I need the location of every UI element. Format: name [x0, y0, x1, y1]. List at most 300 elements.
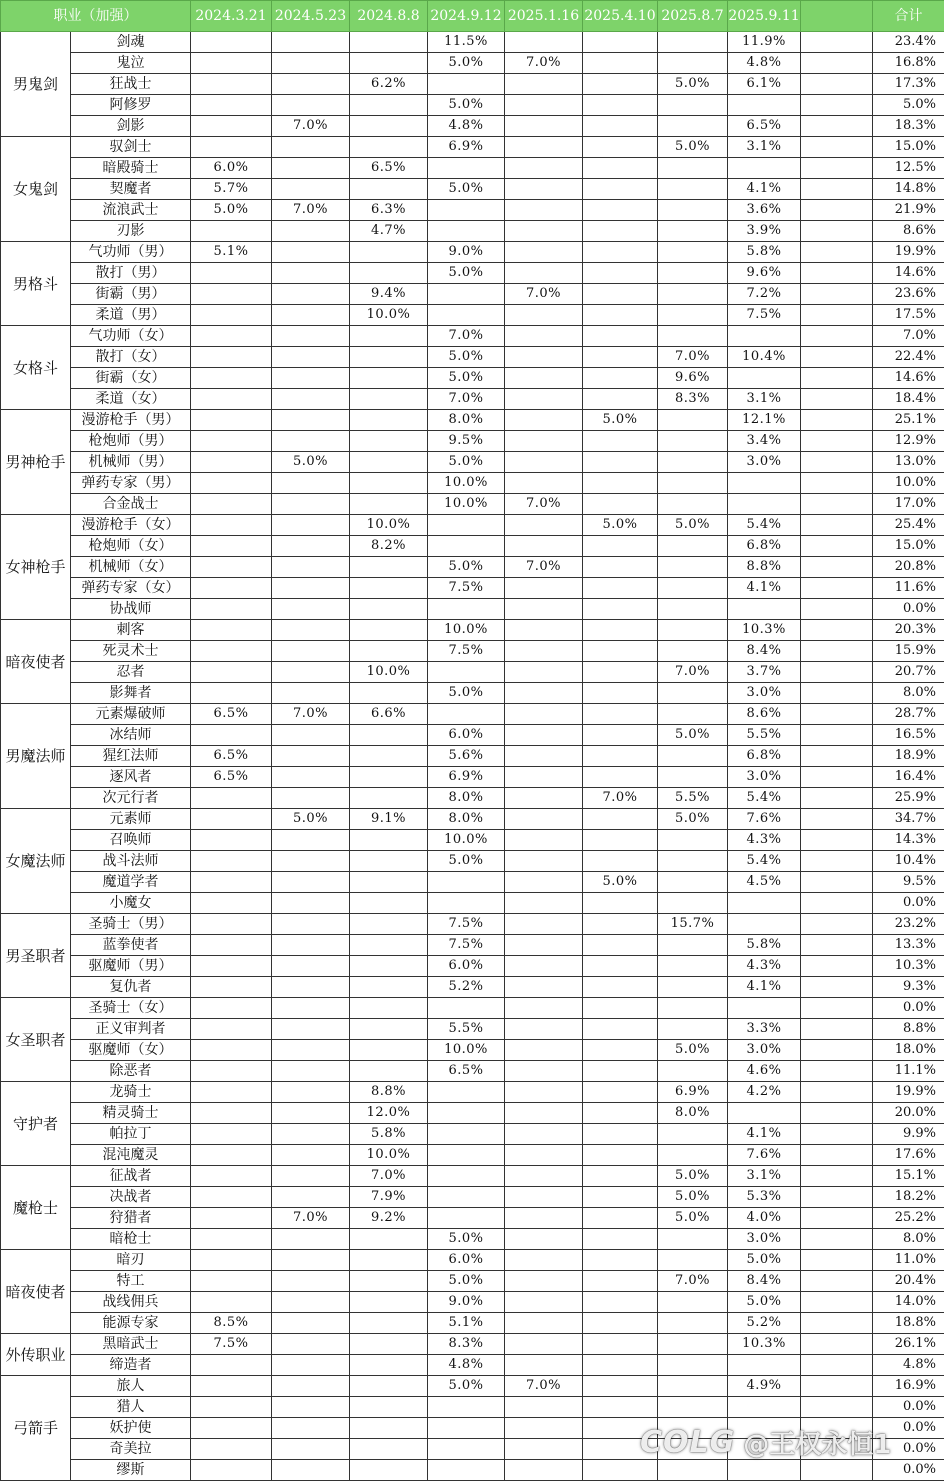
buff-value-cell [583, 683, 658, 704]
buff-value-cell [428, 158, 505, 179]
buff-value-cell [428, 1187, 505, 1208]
header-row [1, 1, 944, 32]
blank-cell [801, 914, 873, 935]
job-name-cell: 刃影 [71, 221, 191, 242]
buff-value-cell: 6.0% [428, 1250, 505, 1271]
table-row [1, 1208, 944, 1229]
buff-value-cell [428, 536, 505, 557]
total-cell: 18.2% [873, 1187, 944, 1208]
table-row [1, 1250, 944, 1271]
buff-value-cell [191, 263, 272, 284]
buff-value-cell [428, 284, 505, 305]
table-row [1, 242, 944, 263]
table-row [1, 95, 944, 116]
buff-value-cell: 7.0% [272, 704, 350, 725]
buff-value-cell: 4.3% [728, 956, 801, 977]
buff-value-cell [272, 1418, 350, 1439]
buff-value-cell: 5.1% [428, 1313, 505, 1334]
blank-cell [801, 767, 873, 788]
blank-cell [801, 1124, 873, 1145]
buff-value-cell [350, 578, 428, 599]
buff-value-cell [658, 956, 728, 977]
buff-value-cell [191, 893, 272, 914]
table-row [1, 620, 944, 641]
buff-value-cell [658, 116, 728, 137]
buff-value-cell: 7.2% [728, 284, 801, 305]
blank-cell [801, 725, 873, 746]
buff-value-cell [583, 200, 658, 221]
table-row [1, 32, 944, 53]
blank-cell [801, 1376, 873, 1397]
buff-value-cell [191, 515, 272, 536]
buff-value-cell [658, 536, 728, 557]
table-row [1, 137, 944, 158]
buff-value-cell [191, 536, 272, 557]
buff-value-cell [272, 179, 350, 200]
buff-value-cell: 7.6% [728, 1145, 801, 1166]
buff-value-cell [272, 935, 350, 956]
buff-value-cell [428, 221, 505, 242]
buff-value-cell [191, 1439, 272, 1460]
job-name-cell: 剑影 [71, 116, 191, 137]
blank-cell [801, 1103, 873, 1124]
buff-value-cell: 3.1% [728, 389, 801, 410]
buff-value-cell [505, 515, 583, 536]
buff-value-cell [428, 1166, 505, 1187]
buff-value-cell [658, 95, 728, 116]
buff-value-cell [583, 1271, 658, 1292]
buff-value-cell [350, 914, 428, 935]
table-row [1, 1292, 944, 1313]
job-name-cell: 奇美拉 [71, 1439, 191, 1460]
header-blank [801, 1, 873, 32]
total-cell: 7.0% [873, 326, 944, 347]
job-name-cell: 征战者 [71, 1166, 191, 1187]
buff-value-cell [583, 347, 658, 368]
blank-cell [801, 347, 873, 368]
buff-value-cell [505, 935, 583, 956]
buff-value-cell: 7.0% [272, 200, 350, 221]
buff-value-cell [272, 32, 350, 53]
buff-value-cell [350, 1334, 428, 1355]
job-name-cell: 召唤师 [71, 830, 191, 851]
buff-value-cell [191, 1061, 272, 1082]
table-row [1, 452, 944, 473]
buff-value-cell [505, 473, 583, 494]
blank-cell [801, 641, 873, 662]
buff-value-cell [191, 1145, 272, 1166]
buff-value-cell: 6.9% [658, 1082, 728, 1103]
buff-value-cell [728, 95, 801, 116]
table-row [1, 578, 944, 599]
buff-value-cell: 8.2% [350, 536, 428, 557]
buff-value-cell: 6.1% [728, 74, 801, 95]
buff-value-cell: 3.6% [728, 200, 801, 221]
buff-value-cell [350, 1250, 428, 1271]
buff-value-cell [505, 1271, 583, 1292]
total-cell: 18.9% [873, 746, 944, 767]
buff-value-cell: 8.8% [728, 557, 801, 578]
buff-value-cell: 5.0% [658, 1187, 728, 1208]
buff-value-cell [272, 557, 350, 578]
buff-value-cell: 6.9% [428, 137, 505, 158]
buff-value-cell [583, 1082, 658, 1103]
buff-value-cell: 5.0% [428, 347, 505, 368]
buff-value-cell [272, 536, 350, 557]
table-row [1, 662, 944, 683]
buff-value-cell [191, 95, 272, 116]
buff-value-cell: 9.1% [350, 809, 428, 830]
job-name-cell: 狂战士 [71, 74, 191, 95]
buff-value-cell [583, 809, 658, 830]
blank-cell [801, 179, 873, 200]
buff-value-cell: 10.0% [350, 662, 428, 683]
table-row [1, 746, 944, 767]
buff-value-cell [583, 536, 658, 557]
buff-value-cell [350, 95, 428, 116]
buff-value-cell: 7.5% [428, 641, 505, 662]
buff-value-cell: 10.0% [428, 830, 505, 851]
buff-value-cell [583, 284, 658, 305]
buff-value-cell [505, 242, 583, 263]
buff-value-cell [428, 1082, 505, 1103]
buff-value-cell [583, 1250, 658, 1271]
buff-value-cell: 8.0% [428, 809, 505, 830]
buff-value-cell [350, 1439, 428, 1460]
total-cell: 12.9% [873, 431, 944, 452]
blank-cell [801, 662, 873, 683]
buff-value-cell: 5.0% [583, 872, 658, 893]
buff-value-cell: 5.0% [428, 1271, 505, 1292]
buff-value-cell [583, 368, 658, 389]
buff-value-cell [272, 95, 350, 116]
buff-value-cell: 4.1% [728, 1124, 801, 1145]
job-name-cell: 刺客 [71, 620, 191, 641]
buff-value-cell [428, 599, 505, 620]
buff-value-cell [583, 221, 658, 242]
buff-value-cell [505, 1208, 583, 1229]
buff-value-cell: 5.8% [728, 242, 801, 263]
class-group-cell: 男魔法师 [1, 704, 71, 809]
buff-value-cell [728, 368, 801, 389]
total-cell: 18.3% [873, 116, 944, 137]
buff-value-cell [583, 53, 658, 74]
buff-value-cell [272, 662, 350, 683]
buff-value-cell [350, 368, 428, 389]
buff-value-cell [350, 389, 428, 410]
buff-value-cell [583, 914, 658, 935]
blank-cell [801, 284, 873, 305]
buff-value-cell: 6.3% [350, 200, 428, 221]
buff-value-cell [272, 137, 350, 158]
buff-value-cell [505, 536, 583, 557]
table-row [1, 473, 944, 494]
buff-value-cell: 5.0% [428, 683, 505, 704]
total-cell: 13.3% [873, 935, 944, 956]
buff-value-cell: 5.0% [428, 53, 505, 74]
buff-value-cell [191, 830, 272, 851]
buff-value-cell [505, 74, 583, 95]
buff-value-cell [191, 1397, 272, 1418]
buff-value-cell [505, 1124, 583, 1145]
blank-cell [801, 557, 873, 578]
buff-value-cell [505, 620, 583, 641]
buff-value-cell [191, 473, 272, 494]
buff-value-cell [428, 200, 505, 221]
table-row [1, 1145, 944, 1166]
job-name-cell: 驱魔师（女） [71, 1040, 191, 1061]
buff-value-cell: 9.6% [728, 263, 801, 284]
buff-value-cell [658, 578, 728, 599]
table-row [1, 179, 944, 200]
total-cell: 20.0% [873, 1103, 944, 1124]
buff-value-cell: 3.1% [728, 137, 801, 158]
buff-value-cell [658, 557, 728, 578]
buff-value-cell [428, 872, 505, 893]
total-cell: 9.9% [873, 1124, 944, 1145]
buff-value-cell [505, 1103, 583, 1124]
buff-value-cell [583, 1334, 658, 1355]
buff-value-cell: 10.0% [350, 1145, 428, 1166]
buff-value-cell: 12.1% [728, 410, 801, 431]
buff-value-cell [728, 1355, 801, 1376]
table-row [1, 221, 944, 242]
buff-value-cell [505, 1334, 583, 1355]
total-cell: 14.8% [873, 179, 944, 200]
job-name-cell: 圣骑士（男） [71, 914, 191, 935]
buff-value-cell: 8.8% [350, 1082, 428, 1103]
job-name-cell: 小魔女 [71, 893, 191, 914]
buff-value-cell [658, 32, 728, 53]
job-name-cell: 散打（女） [71, 347, 191, 368]
buff-value-cell [428, 1439, 505, 1460]
buff-value-cell [272, 158, 350, 179]
buff-value-cell [505, 368, 583, 389]
total-cell: 14.6% [873, 263, 944, 284]
buff-value-cell [191, 326, 272, 347]
buff-value-cell [191, 452, 272, 473]
buff-value-cell: 5.1% [191, 242, 272, 263]
buff-value-cell [583, 179, 658, 200]
blank-cell [801, 830, 873, 851]
job-name-cell: 狩猎者 [71, 1208, 191, 1229]
job-name-cell: 元素师 [71, 809, 191, 830]
buff-value-cell [272, 1460, 350, 1481]
buff-value-cell [428, 1460, 505, 1481]
table-row [1, 1376, 944, 1397]
buff-value-cell [505, 116, 583, 137]
total-cell: 23.4% [873, 32, 944, 53]
table-row [1, 158, 944, 179]
buff-value-cell [658, 53, 728, 74]
table-row [1, 767, 944, 788]
buff-value-cell [505, 977, 583, 998]
job-name-cell: 枪炮师（男） [71, 431, 191, 452]
buff-value-cell [505, 599, 583, 620]
buff-value-cell [191, 1376, 272, 1397]
buff-value-cell [272, 473, 350, 494]
buff-value-cell [272, 347, 350, 368]
total-cell: 8.8% [873, 1019, 944, 1040]
total-cell: 10.0% [873, 473, 944, 494]
buff-value-cell: 4.9% [728, 1376, 801, 1397]
blank-cell [801, 956, 873, 977]
buff-value-cell [350, 1376, 428, 1397]
buff-value-cell [272, 788, 350, 809]
class-group-cell: 弓箭手 [1, 1376, 71, 1481]
class-group-cell: 暗夜使者 [1, 620, 71, 704]
buff-value-cell: 5.0% [583, 410, 658, 431]
buff-value-cell: 5.0% [658, 515, 728, 536]
buff-value-cell: 12.0% [350, 1103, 428, 1124]
buff-value-cell [505, 1040, 583, 1061]
blank-cell [801, 368, 873, 389]
blank-cell [801, 410, 873, 431]
buff-value-cell [350, 935, 428, 956]
job-name-cell: 气功师（男） [71, 242, 191, 263]
buff-value-cell [272, 725, 350, 746]
buff-value-cell [191, 1082, 272, 1103]
buff-value-cell [272, 389, 350, 410]
buff-value-cell: 7.0% [505, 53, 583, 74]
job-name-cell: 驱魔师（男） [71, 956, 191, 977]
buff-value-cell [583, 977, 658, 998]
buff-value-cell: 9.0% [428, 1292, 505, 1313]
buff-value-cell: 8.3% [658, 389, 728, 410]
total-cell: 9.5% [873, 872, 944, 893]
buff-value-cell [350, 179, 428, 200]
buff-value-cell [350, 746, 428, 767]
total-cell: 15.1% [873, 1166, 944, 1187]
buff-value-cell: 5.5% [658, 788, 728, 809]
buff-value-cell [583, 851, 658, 872]
total-cell: 23.6% [873, 284, 944, 305]
buff-value-cell: 10.0% [428, 473, 505, 494]
buff-value-cell: 6.2% [350, 74, 428, 95]
buff-value-cell [658, 935, 728, 956]
buff-value-cell [658, 1313, 728, 1334]
header-date: 2024.9.12 [428, 1, 505, 32]
buff-value-cell [191, 914, 272, 935]
buff-value-cell [350, 1040, 428, 1061]
header-date: 2025.1.16 [505, 1, 583, 32]
buff-value-cell [658, 1229, 728, 1250]
buff-value-cell: 5.5% [728, 725, 801, 746]
buff-value-cell [505, 389, 583, 410]
buff-value-cell [350, 767, 428, 788]
blank-cell [801, 389, 873, 410]
buff-value-cell [583, 725, 658, 746]
buff-value-cell [191, 389, 272, 410]
blank-cell [801, 998, 873, 1019]
job-name-cell: 阿修罗 [71, 95, 191, 116]
buff-value-cell [350, 1418, 428, 1439]
buff-value-cell: 11.5% [428, 32, 505, 53]
buff-value-cell [191, 410, 272, 431]
buff-value-cell: 4.5% [728, 872, 801, 893]
buff-value-cell [583, 1040, 658, 1061]
buff-value-cell: 5.0% [428, 851, 505, 872]
buff-value-cell [428, 74, 505, 95]
buff-value-cell: 8.0% [428, 410, 505, 431]
table-row [1, 557, 944, 578]
job-name-cell: 缪斯 [71, 1460, 191, 1481]
job-name-cell: 机械师（女） [71, 557, 191, 578]
table-row [1, 809, 944, 830]
total-cell: 22.4% [873, 347, 944, 368]
buff-value-cell [272, 683, 350, 704]
buff-value-cell [505, 1082, 583, 1103]
blank-cell [801, 242, 873, 263]
buff-value-cell [658, 284, 728, 305]
job-name-cell: 缔造者 [71, 1355, 191, 1376]
blank-cell [801, 452, 873, 473]
buff-value-cell [505, 1460, 583, 1481]
buff-value-cell [505, 452, 583, 473]
blank-cell [801, 74, 873, 95]
job-name-cell: 猎人 [71, 1397, 191, 1418]
buff-value-cell [272, 1187, 350, 1208]
class-group-cell: 女鬼剑 [1, 137, 71, 242]
blank-cell [801, 32, 873, 53]
buff-value-cell: 10.3% [728, 1334, 801, 1355]
buff-value-cell: 7.0% [658, 662, 728, 683]
buff-value-cell [191, 1229, 272, 1250]
buff-value-cell [272, 1082, 350, 1103]
total-cell: 4.8% [873, 1355, 944, 1376]
buff-value-cell [728, 893, 801, 914]
buff-value-cell: 5.2% [428, 977, 505, 998]
total-cell: 15.9% [873, 641, 944, 662]
total-cell: 16.5% [873, 725, 944, 746]
buff-value-cell [505, 158, 583, 179]
total-cell: 0.0% [873, 1397, 944, 1418]
buff-value-cell [658, 893, 728, 914]
job-name-cell: 驭剑士 [71, 137, 191, 158]
buff-value-cell [350, 1229, 428, 1250]
buff-value-cell [272, 851, 350, 872]
total-cell: 34.7% [873, 809, 944, 830]
table-row [1, 200, 944, 221]
table-row [1, 1334, 944, 1355]
total-cell: 5.0% [873, 95, 944, 116]
buff-value-cell [191, 1166, 272, 1187]
buff-value-cell [350, 1292, 428, 1313]
buff-value-cell [272, 1313, 350, 1334]
total-cell: 11.1% [873, 1061, 944, 1082]
buff-value-cell [272, 746, 350, 767]
buff-value-cell [428, 1208, 505, 1229]
job-name-cell: 机械师（男） [71, 452, 191, 473]
table-row [1, 431, 944, 452]
table-row [1, 347, 944, 368]
buff-value-cell [583, 1208, 658, 1229]
buff-value-cell: 5.0% [428, 263, 505, 284]
buff-value-cell [191, 1124, 272, 1145]
buff-value-cell: 7.0% [583, 788, 658, 809]
buff-value-cell: 6.5% [350, 158, 428, 179]
buff-value-cell: 3.0% [728, 767, 801, 788]
buff-value-cell: 5.0% [428, 557, 505, 578]
job-name-cell: 旅人 [71, 1376, 191, 1397]
buff-value-cell: 7.5% [428, 935, 505, 956]
header-date: 2025.8.7 [658, 1, 728, 32]
buff-value-cell [505, 347, 583, 368]
job-name-cell: 影舞者 [71, 683, 191, 704]
buff-value-cell [583, 74, 658, 95]
total-cell: 15.0% [873, 536, 944, 557]
blank-cell [801, 872, 873, 893]
